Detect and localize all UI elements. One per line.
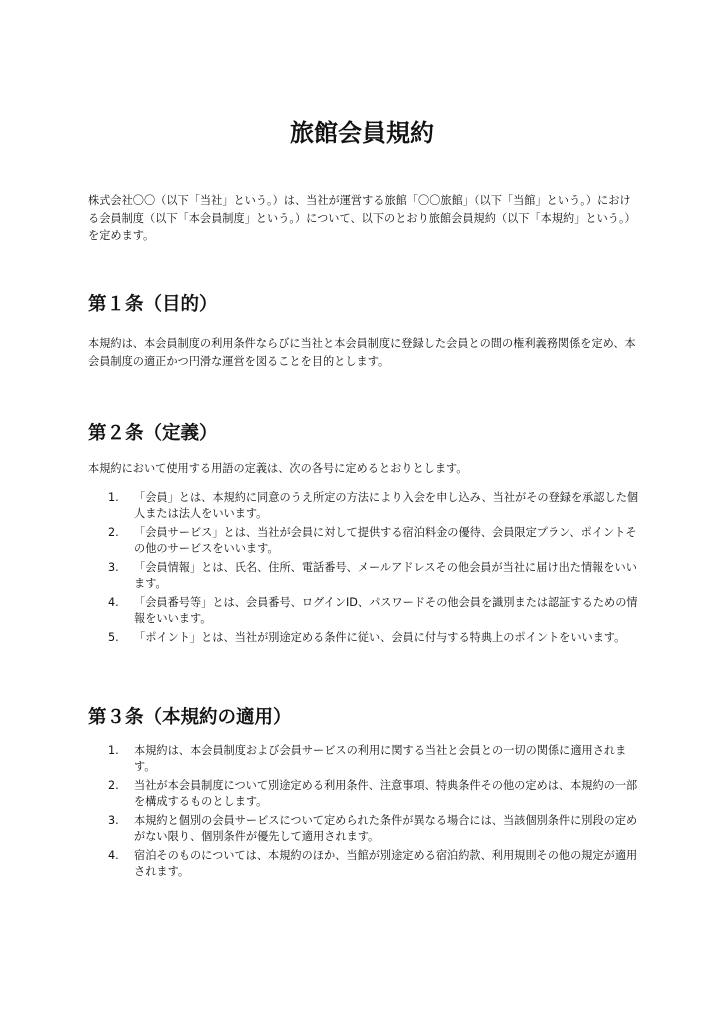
clause-number: 2.: [108, 526, 119, 539]
list-item: [88, 778, 640, 809]
article-3-heading: 第３条（本規約の適用）: [88, 707, 292, 728]
clause-number: 5.: [108, 631, 119, 644]
article-3-clause-list: [88, 743, 640, 883]
article-2-clause-list: [88, 490, 640, 650]
clause-text: 「会員番号等」とは、会員番号、ログインID、パスワードその他会員を識別または認証するための情報をいいます。: [134, 596, 638, 625]
document-title: 旅館会員規約: [290, 119, 434, 147]
article-1-heading: 第１条（目的）: [88, 294, 218, 315]
clause-text: 本規約と個別の会員サービスについて定められた条件が異なる場合には、当該個別条件に別段の定めがない限り、個別条件が優先して適用されます。: [134, 814, 638, 843]
article-2-heading: 第２条（定義）: [88, 423, 218, 444]
clause-number: 3.: [108, 561, 119, 574]
clause-number: 4.: [108, 596, 119, 609]
article-1-text: 本規約は、本会員制度の利用条件ならびに当社と本会員制度に登録した会員との間の権利義務関係を定め、本会員制度の適正かつ円滑な運営を図ることを目的とします。: [88, 337, 636, 368]
clause-text: 「ポイント」とは、当社が別途定める条件に従い、会員に付与する特典上のポイントをいいます。: [134, 631, 626, 644]
clause-number: 1.: [108, 491, 119, 504]
clause-text: 宿泊そのものについては、本規約のほか、当館が別途定める宿泊約款、利用規則その他の規定が適用されます。: [134, 849, 638, 878]
list-item: [88, 490, 640, 521]
clause-text: 「会員情報」とは、氏名、住所、電話番号、メールアドレスその他会員が当社に届け出た情報をいいます。: [134, 561, 637, 590]
clause-number: 1.: [108, 744, 119, 757]
list-item: [88, 595, 640, 626]
clause-text: 「会員」とは、本規約に同意のうえ所定の方法により入会を申し込み、当社がその登録を承認した個人または法人をいいます。: [134, 491, 639, 520]
clause-number: 4.: [108, 849, 119, 862]
list-item: [88, 848, 640, 879]
clause-text: 当社が本会員制度について別途定める利用条件、注意事項、特典条件その他の定めは、本規約の一部を構成するものとします。: [134, 779, 638, 808]
list-item: [88, 813, 640, 844]
clause-text: 本規約は、本会員制度および会員サービスの利用に関する当社と会員との一切の関係に適用されます。: [134, 744, 627, 773]
list-item: [88, 525, 640, 556]
list-item: [88, 560, 640, 591]
clause-number: 3.: [108, 814, 119, 827]
intro-paragraph: 株式会社〇〇（以下「当社」という。）は、当社が運営する旅館「〇〇旅館」（以下「当館」という。）における会員制度（以下「本会員制度」という。）について、以下のとおり旅館会員規約（以下「本規約」という。）を定めます。: [88, 194, 636, 242]
list-item: [88, 630, 640, 646]
list-item: [88, 743, 640, 774]
clause-number: 2.: [108, 779, 119, 792]
clause-text: 「会員サービス」とは、当社が会員に対して提供する宿泊料金の優待、会員限定プラン、ポイントその他のサービスをいいます。: [134, 526, 637, 555]
article-2-text: 本規約において使用する用語の定義は、次の各号に定めるとおりとします。: [88, 462, 468, 475]
